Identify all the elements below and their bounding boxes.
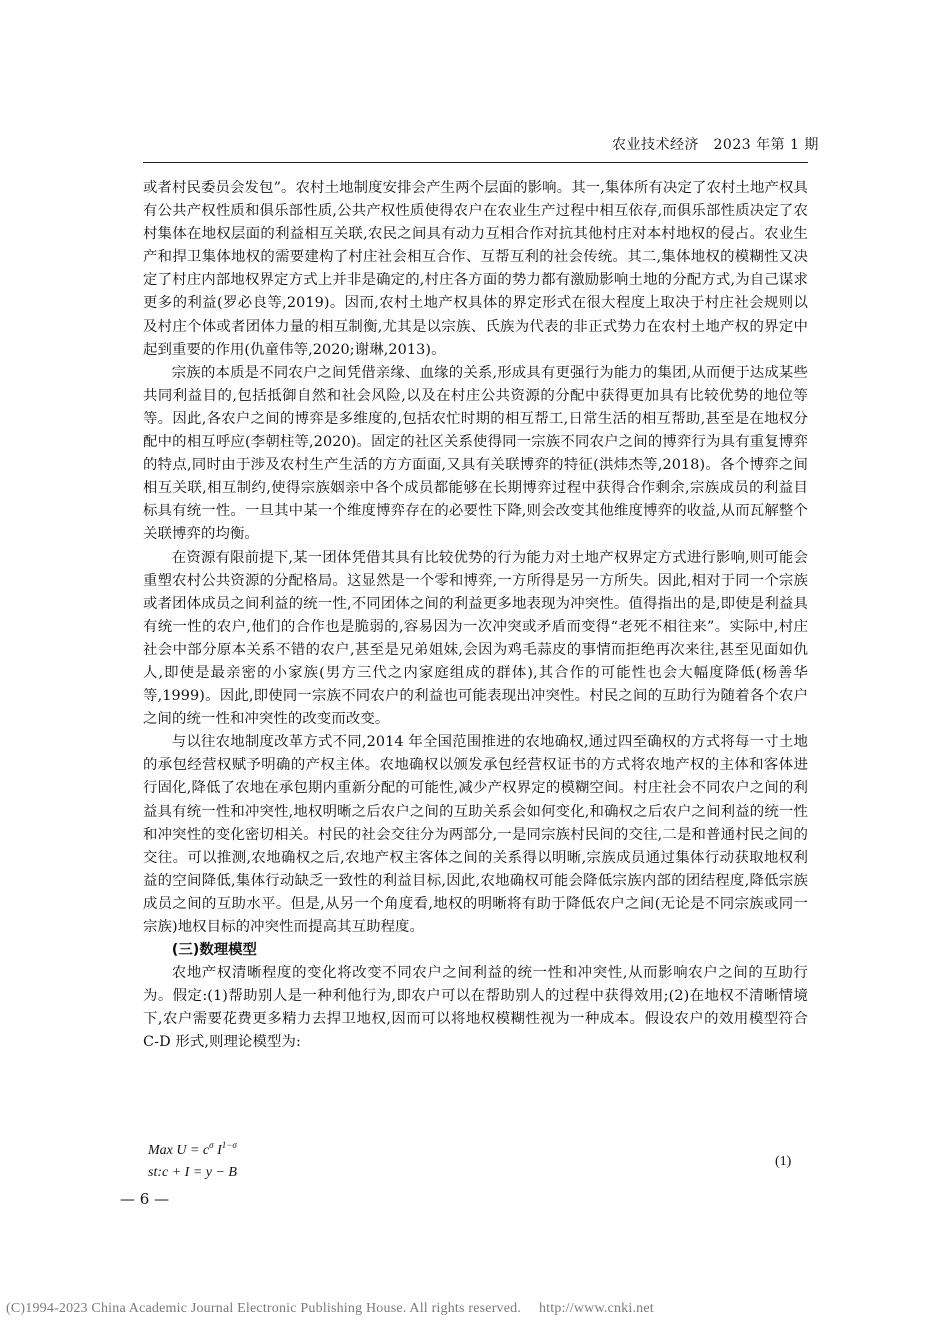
header-rule [143,162,808,163]
paragraph-1: 或者村民委员会发包”。农村土地制度安排会产生两个层面的影响。其一,集体所有决定了农村土地产权具有公共产权性质和俱乐部性质,公共产权性质使得农户在农业生产过程中相互依存,而俱乐部性质决定了农村集体在地权层面的利益相互关联,农民之间具有动力互相合作对抗其他村庄对本村地权的侵占。农业生产和捍卫集体地权的需要建构了村庄社会相互合作、互帮互利的社会传统。其二,集体地权的模糊性又决定了村庄内部地权界定方式上并非是确定的,村庄各方面的势力都有激励影响土地的分配方式,为自己谋求更多的利益(罗必良等,2019)。因而,农村土地产权具体的界定形式在很大程度上取决于村庄社会规则以及村庄个体或者团体力量的相互制衡,尤其是以宗族、氏族为代表的非正式势力在农村土地产权的界定中起到重要的作用(仇童伟等,2020;谢琳,2013)。 [143,180,808,358]
equation-line-2: st:c + I = y − B [148,1165,237,1180]
paragraph-3: 在资源有限前提下,某一团体凭借其具有比较优势的行为能力对土地产权界定方式进行影响,则可能会重塑农村公共资源的分配格局。这显然是一个零和博弈,一方所得是另一方所失。因此,相对于同一个宗族或者团体成员之间利益的统一性,不同团体之间的利益更多地表现为冲突性。值得指出的是,即使是利益具有统一性的农户,他们的合作也是脆弱的,容易因为一次冲突或矛盾而变得“老死不相往来”。实际中,村庄社会中部分原本关系不错的农户,甚至是兄弟姐妹,会因为鸡毛蒜皮的事情而拒绝再次来往,甚至见面如仇人,即使是最亲密的小家族(男方三代之内家庭组成的群体),其合作的可能性也会大幅度降低(杨善华等,1999)。因此,即使同一宗族不同农户的利益也可能表现出冲突性。村民之间的互助行为随着各个农户之间的统一性和冲突性的改变而改变。 [143,549,808,728]
copyright-footer: (C)1994-2023 China Academic Journal Electronic Publishing House. All rights reserved. http://www.cnki.net [6,1301,654,1316]
running-header: 农业技术经济 2023 年第 1 期 [612,137,819,153]
paragraph-4: 与以往农地制度改革方式不同,2014 年全国范围推进的农地确权,通过四至确权的方式将每一寸土地的承包经营权赋予明确的产权主体。农地确权以颁发承包经营权证书的方式将农地产权的主体和客体进行固化,降低了农地在承包期内重新分配的可能性,减少产权界定的模糊空间。村庄社会不同农户之间的利益具有统一性和冲突性,地权明晰之后农户之间的互助关系会如何变化,和确权之后农户之间利益的统一性和冲突性的变化密切相关。村民的社会交往分为两部分,一是同宗族村民间的交往,二是和普通村民之间的交往。可以推测,农地确权之后,农地产权主客体之间的关系得以明晰,宗族成员通过集体行动获取地权利益的空间降低,集体行动缺乏一致性的利益目标,因此,农地确权可能会降低宗族内部的团结程度,降低宗族成员之间的互助水平。但是,从另一个角度看,地权的明晰将有助于降低农户之间(无论是不同宗族或同一宗族)地权目标的冲突性而提高其互助程度。 [143,734,808,935]
section-heading: (三)数理模型 [171,942,257,959]
paragraph-2: 宗族的本质是不同农户之间凭借亲缘、血缘的关系,形成具有更强行为能力的集团,从而便于达成某些共同利益目的,包括抵御自然和社会风险,以及在村庄公共资源的分配中获得更加具有比较优势的地位等等。因此,各农户之间的博弈是多维度的,包括农忙时期的相互帮工,日常生活的相互帮助,甚至是在地权分配中的相互呼应(李朝柱等,2020)。固定的社区关系使得同一宗族不同农户之间的博弈行为具有重复博弈的特点,同时由于涉及农村生产生活的方方面面,又具有关联博弈的特征(洪炜杰等,2018)。各个博弈之间相互关联,相互制约,使得宗族姻亲中各个成员都能够在长期博弈过程中获得合作剩余,宗族成员的利益目标具有统一性。一旦其中某一个维度博弈存在的必要性下降,则会改变其他维度博弈的收益,从而瓦解整个关联博弈的均衡。 [143,364,808,543]
section-paragraph: 农地产权清晰程度的变化将改变不同农户之间利益的统一性和冲突性,从而影响农户之间的互助行为。假定:(1)帮助别人是一种利他行为,即农户可以在帮助别人的过程中获得效用;(2)在地权不清晰情境下,农户需要花费更多精力去捍卫地权,因而可以将地权模糊性视为一种成本。假设农户的效用模型符合 C-D 形式,则理论模型为: [143,965,808,1051]
body-text [143,177,808,1055]
page-number: — 6 — [120,1190,170,1208]
equation-line-1: Max $U = c^\sigma$ $I^{1-\sigma}$ [148,1140,237,1158]
equation-number: (1) [775,1154,792,1169]
equation-block [143,1134,237,1184]
